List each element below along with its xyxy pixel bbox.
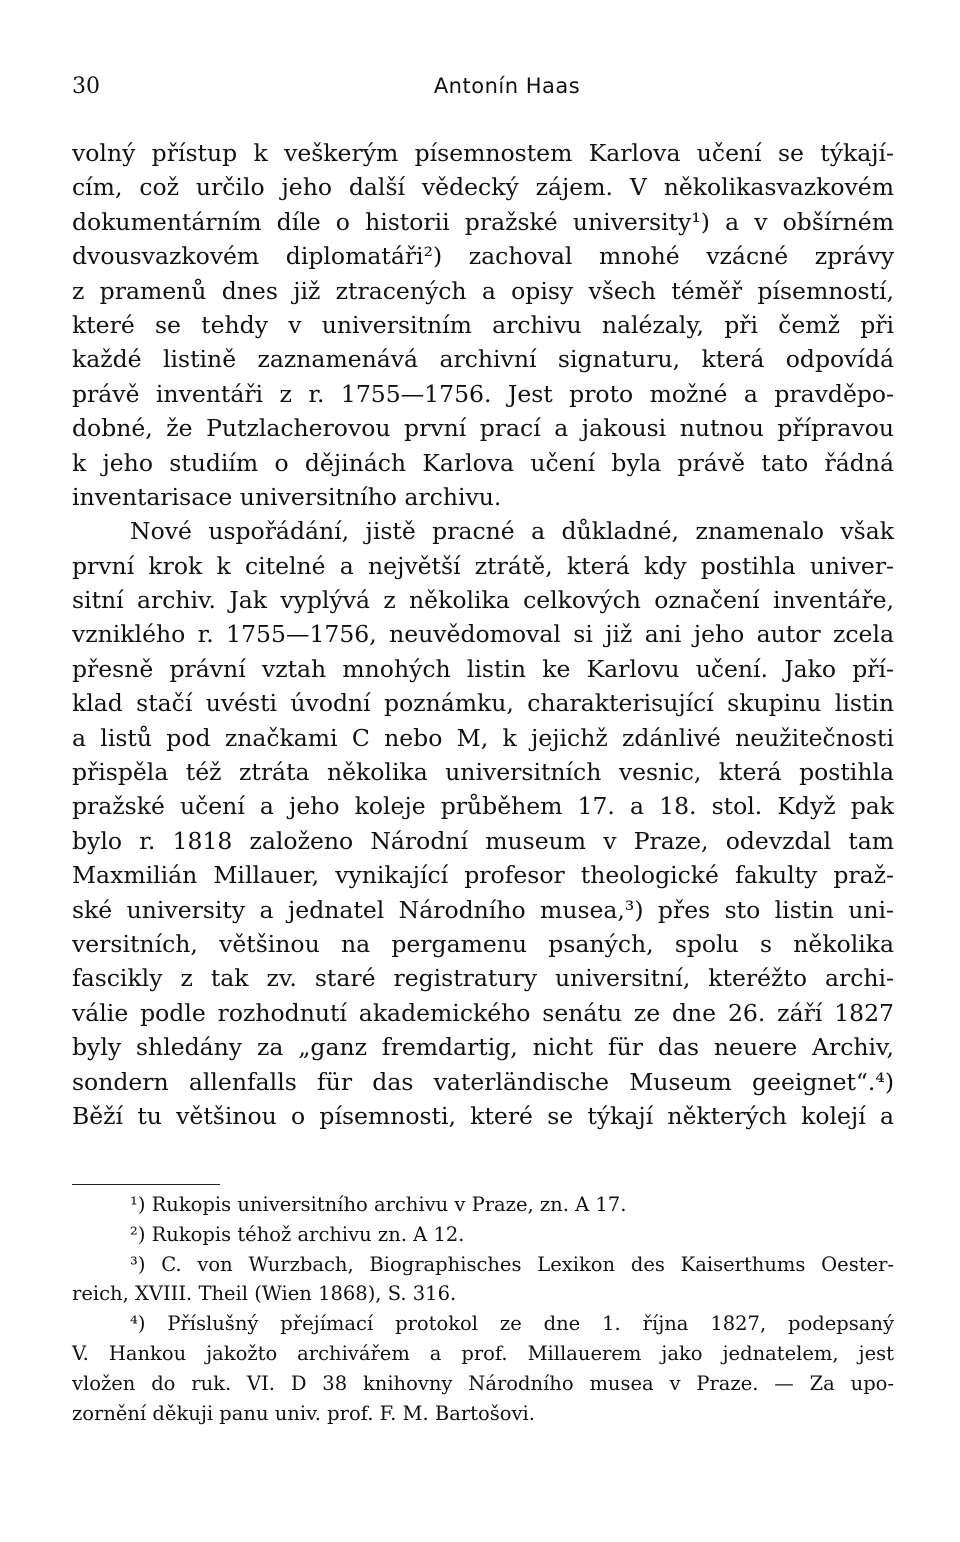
footnote-4-continued: vložen do ruk. VI. D 38 knihovny Národního musea v Praze. — Za upo- [72, 1371, 894, 1395]
body-line: dokumentárním díle o historii pražské university¹) a v obšírném [72, 207, 894, 236]
paragraph-start-line: Nové uspořádání, jistě pracné a důkladné, znamenalo však [130, 517, 894, 546]
body-line: byly shledány za „ganz fremdartig, nicht für das neuere Archiv, [72, 1033, 894, 1062]
footnote-1: ¹) Rukopis universitního archivu v Praze, zn. A 17. [130, 1193, 627, 1216]
body-line: které se tehdy v universitním archivu nalézaly, při čemž při [72, 310, 894, 339]
running-head: Antonín Haas [433, 74, 581, 98]
body-line: volný přístup k veškerým písemnostem Karlova učení se týkají- [72, 139, 894, 167]
body-line: sondern allenfalls für das vaterländische Museum geeignet“.⁴) [72, 1067, 894, 1096]
body-line: sitní archiv. Jak vyplývá z několika celkových označení inventáře, [72, 586, 894, 615]
body-line: přesně právní vztah mnohých listin ke Karlovu učení. Jako pří- [72, 654, 894, 683]
body-line: z pramenů dnes již ztracených a opisy všech téměř písemností, [72, 276, 894, 305]
body-line: Běží tu většinou o písemnosti, které se týkají některých kolejí a [72, 1101, 894, 1130]
body-line: Maxmilián Millauer, vynikající profesor theologické fakulty praž- [72, 861, 894, 890]
body-line: dobné, že Putzlacherovou první prací a jakousi nutnou přípravou [72, 414, 894, 443]
footnote-4-continued: zornění děkuji panu univ. prof. F. M. Bartošovi. [72, 1401, 535, 1425]
footnote-3: ³) C. von Wurzbach, Biographisches Lexikon des Kaiserthums Oester- [130, 1252, 894, 1276]
body-line: a listů pod značkami C nebo M, k jejichž zdánlivé neužitečnosti [72, 723, 894, 752]
body-line: fascikly z tak zv. staré registratury universitní, kteréžto archi- [72, 964, 894, 993]
footnote-2: ²) Rukopis téhož archivu zn. A 12. [130, 1222, 465, 1246]
page-header [72, 74, 892, 104]
footnote-3-continued: reich, XVIII. Theil (Wien 1868), S. 316. [72, 1282, 457, 1306]
page-number: 30 [72, 74, 100, 99]
body-line: první krok k citelné a největší ztrátě, která kdy postihla univer- [72, 551, 894, 580]
footnote-divider [72, 1184, 220, 1185]
body-line: dvousvazkovém diplomatáři²) zachoval mnohé vzácné zprávy [72, 242, 894, 271]
body-line: k jeho studiím o dějinách Karlova učení byla právě tato řádná [72, 448, 894, 477]
body-line: cím, což určilo jeho další vědecký zájem. V několikasvazkovém [72, 173, 894, 202]
body-line: klad stačí uvésti úvodní poznámku, charakterisující skupinu listin [72, 689, 894, 718]
body-line: válie podle rozhodnutí akademického senátu ze dne 26. září 1827 [72, 998, 894, 1027]
footnote-4-continued: V. Hankou jakožto archivářem a prof. Millauerem jako jednatelem, jest [72, 1341, 894, 1365]
body-line: versitních, většinou na pergamenu psaných, spolu s několika [72, 929, 894, 958]
body-line: právě inventáři z r. 1755—1756. Jest proto možné a pravděpo- [72, 379, 894, 408]
body-line: bylo r. 1818 založeno Národní museum v Praze, odevzdal tam [72, 826, 894, 855]
footnotes [72, 1190, 894, 1428]
body-line: pražské učení a jeho koleje průběhem 17. a 18. stol. Když pak [72, 792, 894, 821]
body-line: ské university a jednatel Národního musea,³) přes sto listin uni- [72, 895, 894, 924]
body-text [72, 136, 894, 1133]
body-line: přispěla též ztráta několika universitních vesnic, která postihla [72, 758, 894, 787]
footnote-4: ⁴) Příslušný přejímací protokol ze dne 1. října 1827, podepsaný [130, 1312, 894, 1336]
body-line: každé listině zaznamenává archivní signaturu, která odpovídá [72, 345, 894, 374]
body-line: inventarisace universitního archivu. [72, 482, 502, 511]
body-line: vzniklého r. 1755—1756, neuvědomoval si již ani jeho autor zcela [72, 620, 894, 649]
